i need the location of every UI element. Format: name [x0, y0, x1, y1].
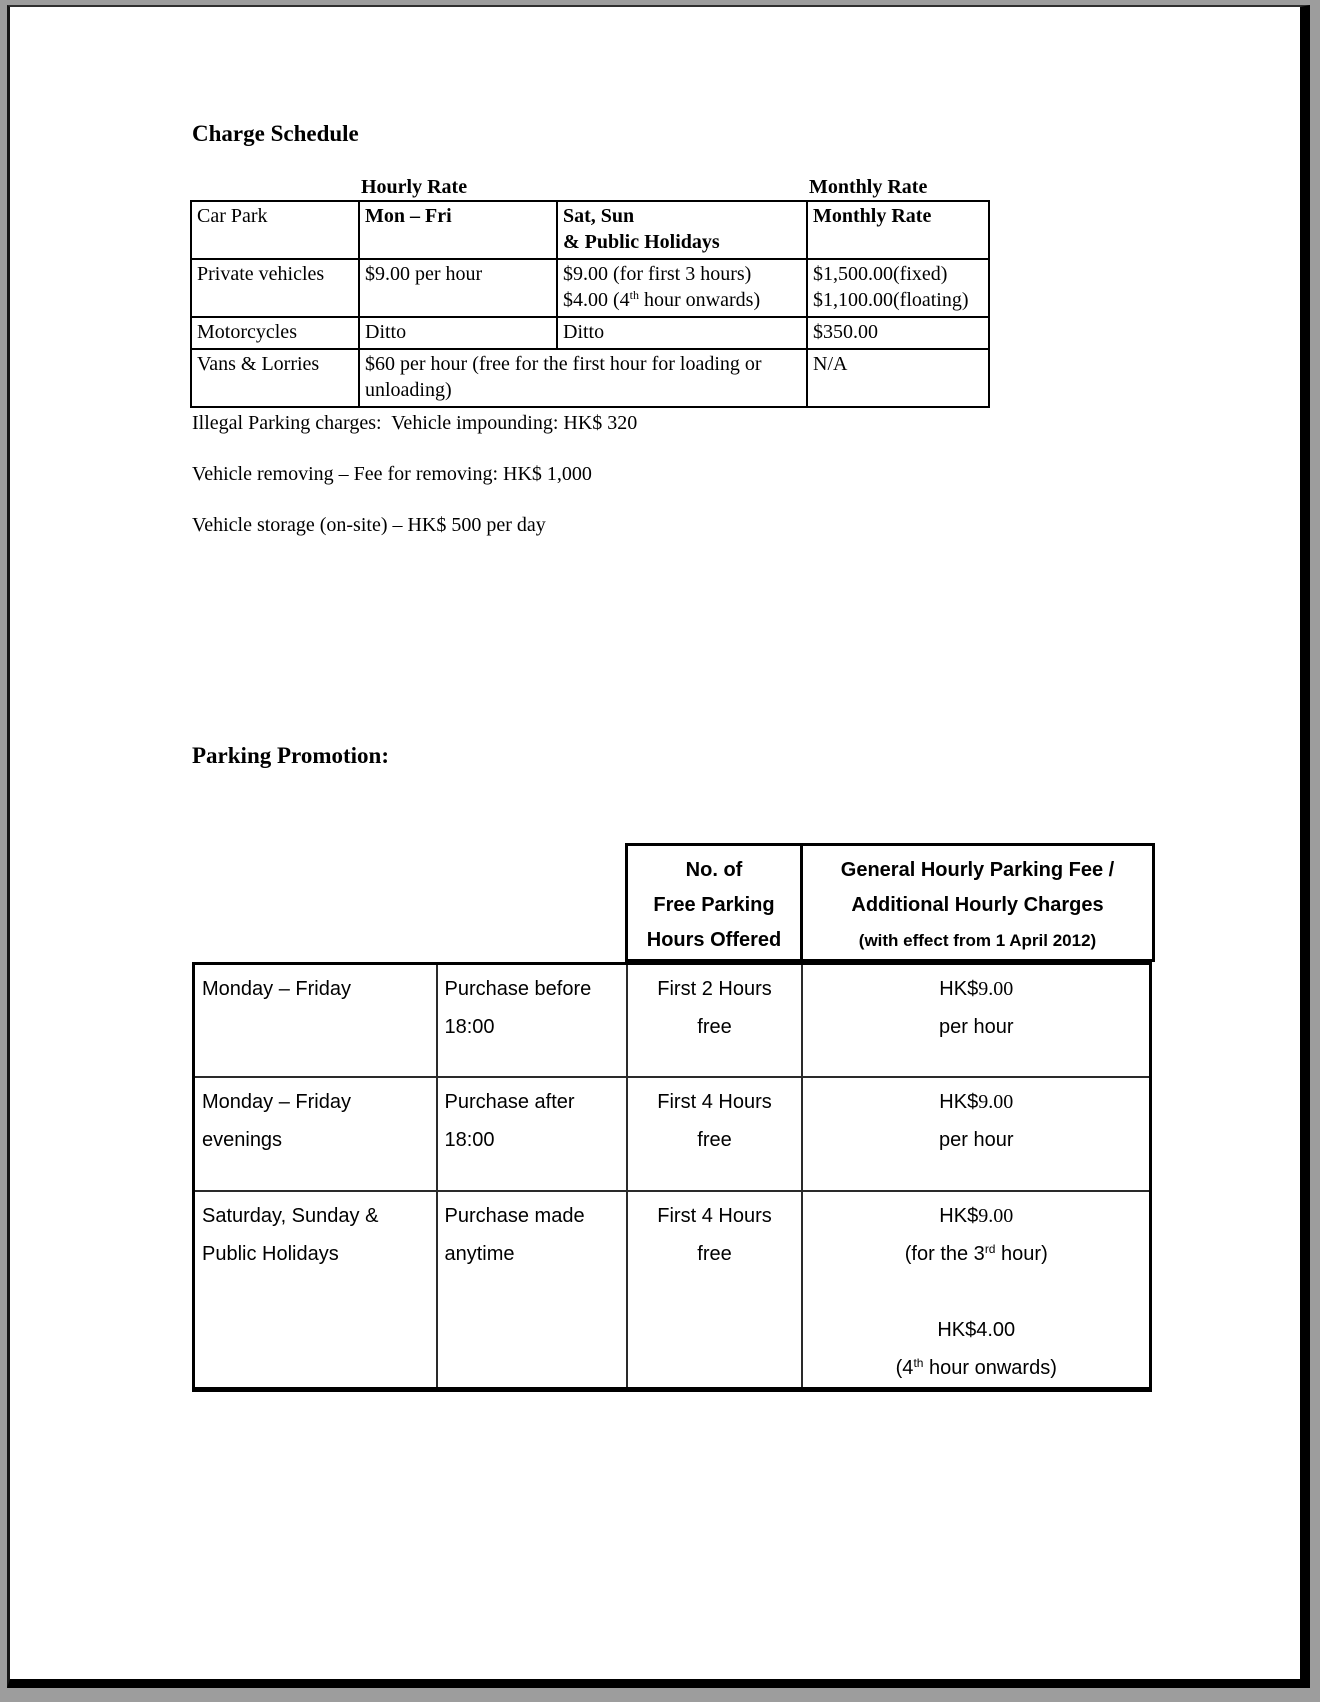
promo-row1-free-hours [627, 964, 802, 1077]
private-weekend-line2-post: hour onwards) [639, 289, 761, 311]
promo-row2-when-line1: Monday – Friday [202, 1090, 351, 1113]
private-vehicles-label: Private vehicles [191, 259, 359, 317]
vans-monthly-rate: N/A [807, 349, 989, 407]
currency-prefix: HK$ [939, 1204, 979, 1227]
free-hours-header-line2: Free Parking [653, 894, 775, 916]
illegal-parking-note: Illegal Parking charges: Vehicle impounding: HK$ 320 [192, 412, 638, 434]
vans-rate-line1: $60 per hour (free for the first hour for loading or [365, 353, 762, 375]
private-weekend-line2-pre: $4.00 (4 [563, 289, 630, 311]
promo-row2-free-line2: free [697, 1128, 732, 1151]
promo-row3-fee [802, 1191, 1151, 1390]
promo-row1-purchase [437, 964, 627, 1077]
vans-rate-line2: unloading) [365, 379, 452, 401]
currency-prefix: HK$ [939, 978, 979, 1000]
table-row [191, 201, 989, 259]
promo-row2-purchase-line2: 18:00 [444, 1128, 495, 1151]
free-hours-header [625, 843, 803, 962]
document-page [7, 5, 1310, 1688]
parking-promotion-title: Parking Promotion: [192, 743, 389, 768]
promo-row2-fee-line2: per hour [939, 1128, 1014, 1151]
currency-prefix: HK$ [939, 1090, 979, 1113]
table-row [191, 317, 989, 349]
promo-row3-fee-line5: (4th hour onwards) [895, 1355, 1057, 1379]
fee-line5-post: hour onwards) [923, 1356, 1057, 1379]
hourly-rate-group-label: Hourly Rate [361, 176, 468, 198]
vans-rate [359, 349, 807, 407]
header-weekend [557, 201, 807, 259]
promo-row2-purchase [437, 1077, 627, 1191]
fee-amount: 9.00 [978, 978, 1014, 1000]
fee-line5-pre: (4 [895, 1356, 914, 1379]
promo-row2-purchase-line1: Purchase after [444, 1090, 575, 1113]
private-weekend-rate [557, 259, 807, 317]
motorcycles-monfri-rate: Ditto [359, 317, 557, 349]
fee-amount: 9.00 [978, 1204, 1014, 1227]
table-row [194, 1077, 1151, 1191]
private-monfri-rate: $9.00 per hour [359, 259, 557, 317]
promotion-header [625, 843, 1155, 962]
promo-row3-when-line1: Saturday, Sunday & [202, 1204, 379, 1227]
motorcycles-label: Motorcycles [191, 317, 359, 349]
header-car-park: Car Park [191, 201, 359, 259]
fee-header [803, 843, 1155, 962]
promo-row3-free-line2: free [697, 1242, 732, 1265]
promo-row1-free-line2: free [697, 1016, 732, 1038]
promo-row1-free-line1: First 2 Hours [657, 978, 772, 1000]
promo-row1-when [194, 964, 437, 1077]
promotion-table [192, 962, 1152, 1392]
promo-row3-free-line1: First 4 Hours [657, 1204, 772, 1227]
promo-row3-fee-line4: HK$4.00 [937, 1318, 1016, 1341]
promo-row2-when-line2: evenings [202, 1128, 283, 1151]
promo-row3-purchase [437, 1191, 627, 1390]
promo-row3-fee-line2: (for the 3rd hour) [904, 1241, 1048, 1265]
private-monthly-line1: $1,500.00(fixed) [813, 263, 948, 285]
private-monthly-line2: $1,100.00(floating) [813, 289, 969, 311]
charge-schedule-table [190, 200, 990, 408]
fee-header-line3: (with effect from 1 April 2012) [858, 931, 1097, 950]
vehicle-removing-note: Vehicle removing – Fee for removing: HK$ 1,000 [192, 463, 592, 485]
promo-row2-fee [802, 1077, 1151, 1191]
fee-header-line2: Additional Hourly Charges [851, 894, 1104, 916]
vans-lorries-label: Vans & Lorries [191, 349, 359, 407]
promo-row3-when [194, 1191, 437, 1390]
promo-row1-purchase-line2: 18:00 [444, 1016, 495, 1038]
promo-row3-fee-line1 [810, 1197, 1144, 1235]
promo-row2-when [194, 1077, 437, 1191]
table-row [194, 964, 1151, 1077]
header-weekend-line2: & Public Holidays [563, 231, 720, 253]
table-row [191, 259, 989, 317]
free-hours-header-line3: Hours Offered [646, 929, 782, 951]
promo-row1-fee-line1 [810, 970, 1144, 1008]
private-weekend-line1: $9.00 (for first 3 hours) [563, 263, 752, 285]
private-monthly-rate [807, 259, 989, 317]
promo-row1-when-line1: Monday – Friday [202, 978, 351, 1000]
promo-row3-purchase-line2: anytime [444, 1242, 515, 1265]
promo-row3-when-line2: Public Holidays [202, 1242, 339, 1265]
free-hours-header-line1: No. of [685, 859, 743, 881]
fee-amount: 9.00 [978, 1090, 1014, 1113]
charge-schedule-title: Charge Schedule [192, 121, 359, 146]
promo-row2-free-line1: First 4 Hours [657, 1090, 772, 1113]
motorcycles-weekend-rate: Ditto [557, 317, 807, 349]
fee-line2-post: hour) [995, 1242, 1048, 1265]
promo-row1-fee [802, 964, 1151, 1077]
header-monthly-rate: Monthly Rate [807, 201, 989, 259]
monthly-rate-group-label: Monthly Rate [809, 176, 928, 198]
fee-header-line1: General Hourly Parking Fee / [840, 859, 1115, 881]
promo-row1-fee-line2: per hour [939, 1016, 1014, 1038]
header-mon-fri: Mon – Fri [359, 201, 557, 259]
fee-line2-pre: (for the 3 [904, 1242, 985, 1265]
promo-row2-fee-line1 [810, 1083, 1144, 1121]
vehicle-storage-note: Vehicle storage (on-site) – HK$ 500 per day [192, 514, 546, 536]
table-row [191, 349, 989, 407]
header-weekend-line1: Sat, Sun [563, 205, 635, 227]
private-weekend-line2: $4.00 (4th hour onwards) [563, 288, 761, 311]
promo-row1-purchase-line1: Purchase before [444, 978, 592, 1000]
motorcycles-monthly-rate: $350.00 [807, 317, 989, 349]
spacer [810, 1273, 1144, 1311]
promo-row3-purchase-line1: Purchase made [444, 1204, 585, 1227]
promo-row2-free-hours [627, 1077, 802, 1191]
promo-row3-free-hours [627, 1191, 802, 1390]
table-row [194, 1191, 1151, 1390]
